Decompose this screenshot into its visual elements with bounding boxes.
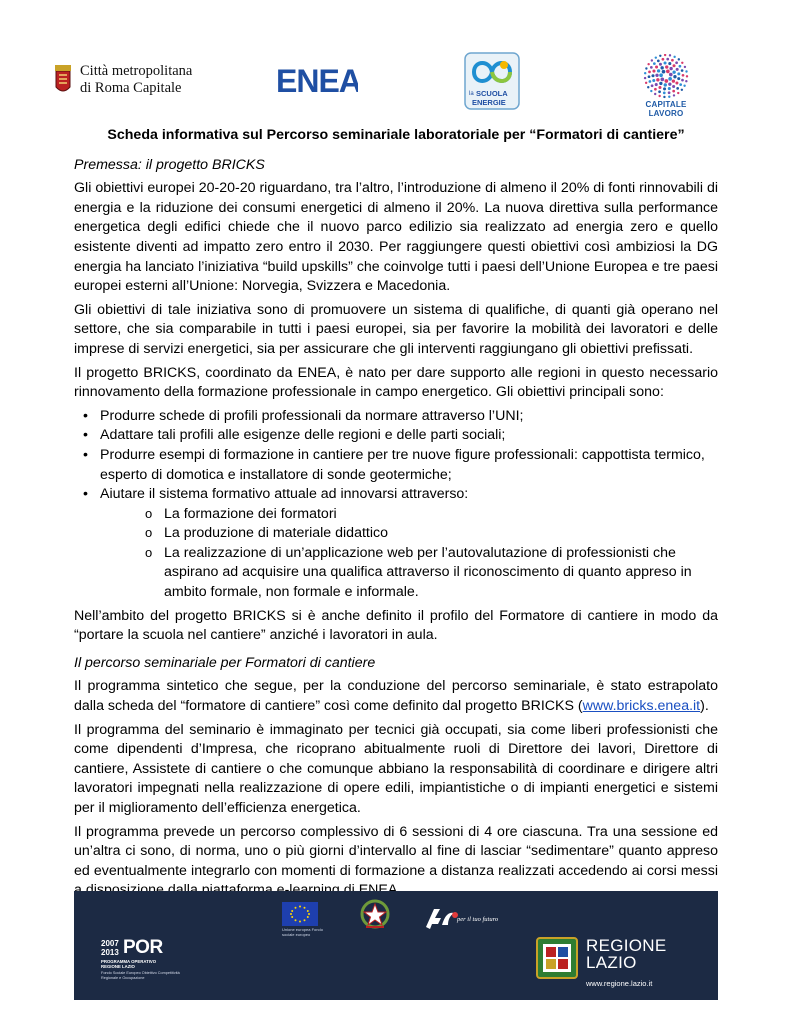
- logo-dot: [668, 87, 671, 90]
- por-line: [101, 959, 201, 970]
- logo-dot: [673, 56, 675, 58]
- logo-dot: [684, 66, 686, 68]
- logo-dot: [669, 73, 673, 77]
- logo-dot: [665, 65, 668, 68]
- paragraph: Gli obiettivi europei 20-20-20 riguardano, tra l’altro, l’introduzione di almeno il 20% di fonti rinnovabili di energia e la riduzione dei consumi energetici di almeno il 20%. La nuova direttiva sulla performance energetica degli edifici chiede che il nuovo parco edilizio sia realizzato ad energia zero e quello esistente diventi ad impatto zero entro il 2030. Per raggiungere questi obiettivi così ambiziosi la DG energia ha lanciato l’iniziativa “build upskills” che coinvolge tutti i paesi dell’Unione Europea e tre paesi europei esterni all’Unione: Norvegia, Svizzera e Macedonia.: [74, 180, 718, 295]
- scuola-line2: ENERGIE: [472, 98, 506, 107]
- list-item: [74, 485, 718, 603]
- header-logos: [0, 52, 791, 118]
- document-body: [74, 126, 718, 905]
- logo-dot: [649, 80, 652, 83]
- logo-dot: [683, 85, 685, 87]
- logo-dot: [669, 67, 672, 70]
- capitale-lavoro-logo: [627, 54, 705, 118]
- logo-dot: [658, 90, 661, 93]
- logo-dot: [659, 63, 662, 66]
- logo-dot: [655, 56, 657, 58]
- paragraph: Nell’ambito del progetto BRICKS si è anche definito il profilo del Formatore di cantiere in modo da “portare la scuola nel cantiere” anziché i lavoratori in aula.: [74, 607, 718, 644]
- logo-dot: [685, 80, 687, 82]
- logo-dot: [654, 93, 656, 95]
- eu-flag-icon: [282, 902, 318, 926]
- logo-dot: [645, 67, 647, 69]
- logo-dot: [662, 58, 665, 61]
- logo-dot: [671, 59, 674, 62]
- paragraph: Il progetto BRICKS, coordinato da ENEA, è nato per dare supporto alle regioni in questo necessario rinnovamento della formazione professionale in campo energetico. Gli obiettivi principali sono:: [74, 364, 718, 401]
- logo-dot: [675, 61, 678, 64]
- logo-dot: [660, 78, 664, 82]
- logo-dot: [672, 79, 675, 82]
- list-item-text: Aiutare il sistema formativo attuale ad innovarsi attraverso:: [100, 486, 469, 503]
- objectives-list: [74, 407, 718, 603]
- por-title: POR: [123, 937, 163, 958]
- scuola-prefix: la: [469, 91, 474, 97]
- logo-dot: [673, 94, 675, 96]
- logo-dot: [677, 92, 679, 94]
- logo-dot: [677, 72, 680, 75]
- por-year-end: 2013: [101, 948, 119, 957]
- logo-dot: [676, 87, 679, 90]
- logo-dot: [681, 69, 684, 72]
- logo-dot: [668, 96, 670, 98]
- citta-metropolitana-logo: [52, 60, 212, 100]
- por-years: [101, 939, 119, 957]
- logo-dot: [651, 84, 654, 87]
- logo-dot: [666, 58, 669, 61]
- fse-caption: per il tuo futuro: [457, 916, 499, 923]
- por-line1: PROGRAMMA OPERATIVO: [101, 959, 157, 964]
- logo-dot: [675, 82, 678, 85]
- sub-list: [100, 505, 718, 603]
- logo-dot: [656, 78, 659, 81]
- capitale-lavoro-label: CAPITALE LAVORO: [645, 100, 687, 118]
- logo-dot: [668, 82, 671, 85]
- regione-lazio-name: [586, 937, 667, 971]
- paragraph: Gli obiettivi di tale iniziativa sono di promuovere un sistema di qualifiche, di quanti già operano nel settore, che sia comparabile in tutti i paesi europei, sia per favorire la mobilità dei lavoratori e delle imprese di servizi energetici, sia per assicurare che gli interventi raggiungano gli obiettivi prefissati.: [74, 301, 718, 357]
- logo-dot: [658, 86, 661, 89]
- logo-dot: [652, 70, 655, 73]
- logo-dot: [686, 75, 688, 77]
- paragraph: Il programma prevede un percorso complessivo di 6 sessioni di 4 ore ciascuna. Tra una sessione ed un’altra ci sono, di norma, uno o più giorni d’intervallo al fine di lasciar “sedimentare” quanto appreso ed eventualmente integrarlo con momenti di formazione a distanza realizzati accedendo ai corsi messi: [74, 823, 718, 879]
- citta-line1: Città metropolitana: [80, 63, 193, 79]
- capitale-lavoro-dots-icon: [627, 54, 705, 100]
- paragraph-text: Il programma sintetico che segue, per la conduzione del percorso seminariale, è stato estrapolato dalla scheda del “formatore di cantiere” così come definito dal progetto BRICKS (: [74, 678, 718, 715]
- logo-dot: [657, 69, 660, 72]
- logo-dot: [663, 92, 666, 95]
- logo-dot: [663, 96, 665, 98]
- logo-dot: [664, 62, 667, 65]
- section-heading-percorso: Il percorso seminariale per Formatori di cantiere: [74, 654, 376, 671]
- logo-dot: [655, 83, 658, 86]
- logo-dot: [659, 82, 662, 85]
- logo-dot: [681, 79, 684, 82]
- logo-dot: [664, 54, 666, 56]
- roma-crest-icon: [52, 63, 74, 97]
- logo-dot: [651, 74, 654, 77]
- regione-line1: REGIONE: [586, 936, 667, 955]
- logo-dot: [648, 71, 651, 74]
- logo-dot: [681, 62, 683, 64]
- logo-dot: [662, 70, 666, 74]
- logo-dot: [673, 75, 676, 78]
- logo-dot: [672, 85, 675, 88]
- sub-list-item: o La produzione di materiale didattico: [100, 524, 718, 544]
- logo-dot: [669, 54, 671, 56]
- logo-dot: [672, 70, 675, 73]
- logo-dot: [659, 73, 663, 77]
- sub-list-item: o La realizzazione di un’applicazione web per l’autovalutazione di professionisti che aspirano ad acquisire una qualifica attraverso il riconoscimento di quanto appreso in ambito formale, non formale e informale.: [100, 544, 718, 603]
- logo-dot: [664, 83, 667, 86]
- logo-dot: [681, 89, 683, 91]
- logo-dot: [651, 59, 653, 61]
- logo-dot: [682, 74, 685, 77]
- logo-dot: [665, 79, 669, 83]
- list-item: • Produrre schede di profili professionali da normare attraverso l’UNI;: [74, 407, 718, 427]
- paragraph: Il programma del seminario è immaginato per tecnici già occupati, sia come liberi professionisti che come dipendenti d’Impresa, che ricoprano abitualmente ruoli di Direttore dei lavori, Direttore di cantiere, Assistete di cantiere o che comunque abbiano la responsabilità di coordinare e dirigere altri lavoratori impegnati nella realizzazione di opere edili, impiantistiche o di impianti energetici e sistemi per il miglioramento dell’efficienza energetica.: [74, 721, 718, 816]
- logo-dot: [679, 65, 682, 68]
- bricks-link[interactable]: www.bricks.enea.it: [582, 698, 701, 715]
- paragraph: [74, 677, 718, 716]
- list-item: • Produrre esempi di formazione in cantiere per tre nuove figure professionali: cappottista termico, esperto di domotica e installatore di sonde geotermiche;: [74, 446, 718, 485]
- logo-dot: [659, 55, 661, 57]
- eu-caption: Unione europea Fondo sociale europeo: [282, 927, 323, 937]
- logo-dot: [657, 59, 660, 62]
- enea-logo: [276, 64, 358, 96]
- logo-dot: [677, 77, 680, 80]
- list-item: • Adattare tali profili alle esigenze delle regioni e delle parti sociali;: [74, 426, 718, 446]
- page-title: Scheda informativa sul Percorso seminariale laboratoriale per “Formatori di cantiere”: [107, 127, 685, 143]
- paragraph-text-end: ).: [700, 698, 709, 715]
- scuola-energie-logo: [464, 52, 520, 110]
- italian-republic-emblem-icon: [360, 899, 390, 931]
- por-line2: REGIONE LAZIO: [101, 964, 135, 970]
- scuola-line1: SCUOLA: [476, 89, 508, 98]
- sub-list-item: o La formazione dei formatori: [100, 505, 718, 525]
- logo-dot: [655, 66, 658, 69]
- por-year-start: 2007: [101, 939, 119, 948]
- enea-logo-text: ENEA: [276, 64, 358, 96]
- logo-dot: [678, 58, 680, 60]
- logo-dot: [660, 66, 663, 69]
- logo-dot: [644, 72, 646, 74]
- logo-dot: [645, 82, 647, 84]
- logo-dot: [685, 70, 687, 72]
- logo-dot: [652, 79, 655, 82]
- por-logo: [101, 937, 201, 989]
- logo-dot: [679, 83, 682, 86]
- logo-dot: [654, 88, 657, 91]
- logo-dot: [663, 87, 666, 90]
- footer-banner: [74, 891, 718, 1000]
- logo-dot: [647, 63, 649, 65]
- logo-dot: [653, 62, 656, 65]
- regione-lazio-url: www.regione.lazio.it: [586, 979, 653, 988]
- section-heading-premessa: Premessa: il progetto BRICKS: [74, 156, 265, 173]
- logo-dot: [668, 77, 672, 81]
- logo-dot: [647, 86, 649, 88]
- logo-dot: [673, 64, 676, 67]
- citta-line2: di Roma Capitale: [80, 80, 182, 96]
- logo-dot: [650, 66, 653, 69]
- logo-dot: [676, 68, 679, 71]
- logo-dot: [672, 90, 675, 93]
- logo-dot: [668, 91, 671, 94]
- logo-dot: [644, 77, 646, 79]
- regione-line2: LAZIO: [586, 953, 637, 972]
- logo-dot: [655, 74, 658, 77]
- regione-lazio-crest-icon: [534, 935, 580, 981]
- logo-dot: [648, 75, 651, 78]
- por-subtitle: Fondo Sociale Europeo Obiettivo Competitività Regionale e Occupazione: [101, 971, 180, 980]
- logo-dot: [666, 70, 670, 74]
- logo-dot: [668, 62, 671, 65]
- logo-dot: [650, 90, 652, 92]
- logo-dot: [658, 95, 660, 97]
